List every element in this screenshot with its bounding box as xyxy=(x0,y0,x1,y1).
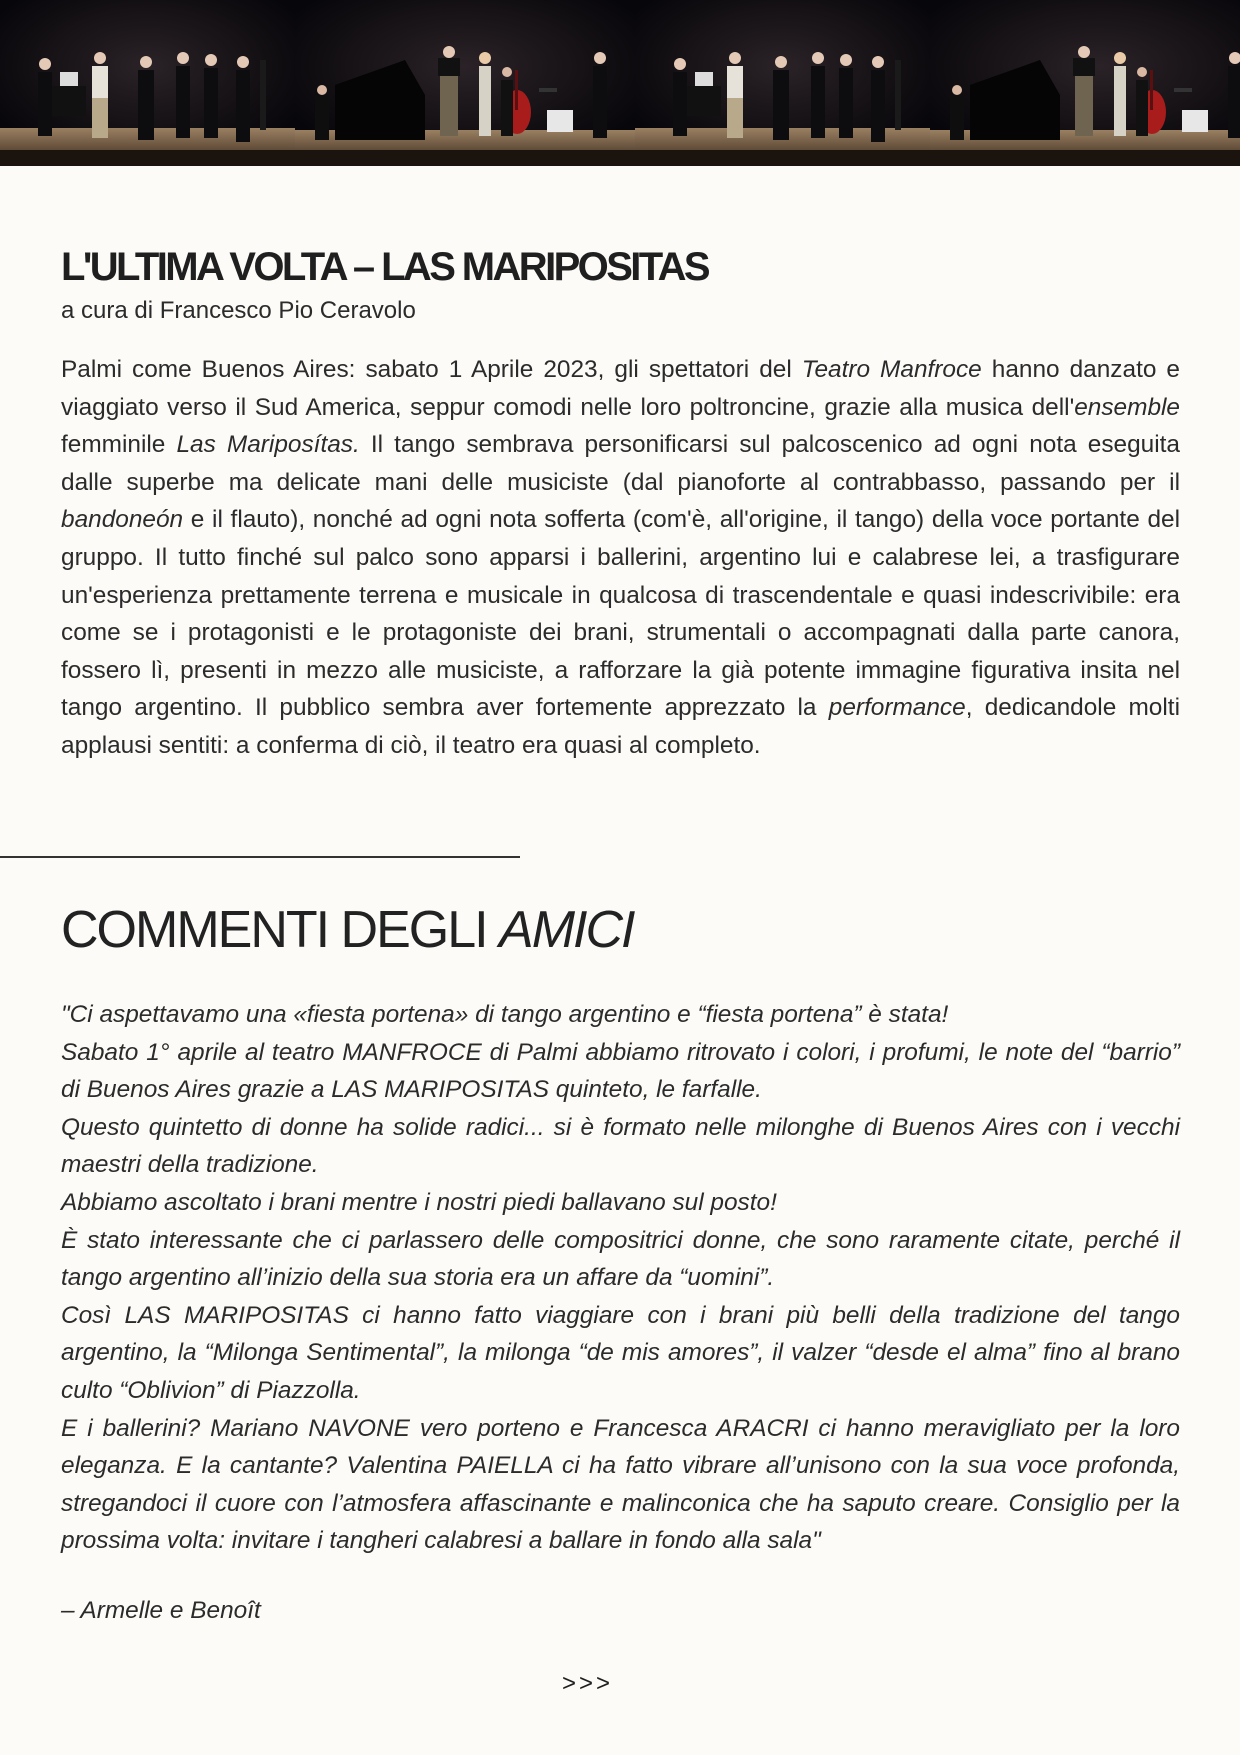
paragraph-text: e il flauto), nonché ad ogni nota sofferta (com'è, all'origine, il tango) della voce portante del gruppo. Il tutto finché sul palco sono apparsi i ballerini, argentino lui e calabrese lei, a trasfigurare un'esperienza prettamente terrena e musicale in qualcosa di trascendentale e quasi indescrivibile: era come se i protagonisti e le protagoniste dei brani, strumentali o accompagnati dalla parte canora, fossero lì, presenti in mezzo alle musiciste, a rafforzare la già potente immagine figurativa insita nel tango argentino. Il pubblico sembra aver fortemente apprezzato la xyxy=(61,506,1180,722)
quote-line: Questo quintetto di donne ha solide radici... si è formato nelle milonghe di Buenos Aires con i vecchi maestri della tradizione. xyxy=(61,1113,1180,1179)
section-divider xyxy=(0,856,520,858)
paragraph-text: femminile xyxy=(61,431,177,459)
quote-line: "Ci aspettavamo una «fiesta portena» di tango argentino e “fiesta portena” è stata! xyxy=(61,1001,949,1028)
continue-marker[interactable]: >>> xyxy=(561,1670,614,1697)
paragraph-text: hanno danzato e viaggiato verso il Sud America, seppur comodi nelle loro poltroncine, grazie alla musica dell' xyxy=(61,356,1180,421)
paragraph-text: Palmi come Buenos Aires: sabato 1 Aprile 2023, gli spettatori del xyxy=(61,356,802,383)
paragraph-text: Il tango sembrava personificarsi sul palcoscenico ad ogni nota eseguita dalle superbe ma delicate mani delle musiciste (dal pianoforte al contrabbasso, passando per il xyxy=(61,431,1180,496)
pianist-and-cellist-photo xyxy=(930,0,1240,166)
pianist-and-cellist-photo xyxy=(295,0,635,166)
paragraph-italic-text: bandoneón xyxy=(61,506,184,534)
comment-quote xyxy=(61,996,1180,1560)
paragraph-italic-text: Teatro Manfroce xyxy=(801,356,982,383)
comments-heading-plain: COMMENTI DEGLI xyxy=(61,901,500,959)
banner-image xyxy=(0,0,1240,166)
comments-heading-italic: AMICI xyxy=(499,901,634,959)
quote-line: Sabato 1° aprile al teatro MANFROCE di Palmi abbiamo ritrovato i colori, i profumi, le note del “barrio” di Buenos Aires grazie a LAS MARIPOSITAS quinteto, le farfalle. xyxy=(61,1038,1180,1104)
quote-line: È stato interessante che ci parlassero delle compositrici donne, che sono raramente citate, perché il tango argentino all’inizio della sua storia era un affare da “uomini”. xyxy=(61,1226,1180,1292)
article-paragraph xyxy=(61,351,1180,765)
ensemble-on-stage-photo xyxy=(0,0,295,166)
ensemble-on-stage-photo xyxy=(635,0,930,166)
paragraph-italic-text: Las Mariposítas. xyxy=(176,431,360,459)
article-byline: a cura di Francesco Pio Ceravolo xyxy=(61,297,416,324)
quote-line: E i ballerini? Mariano NAVONE vero porteno e Francesca ARACRI ci hanno meravigliato per la loro eleganza. E la cantante? Valentina PAIELLA ci ha fatto vibrare all’unisono con la sua voce profonda, stregandoci il cuore con l’atmosfera affascinante e malinconica che ha saputo creare. Consiglio per la prossima volta: invitare i tangheri calabresi a ballare in fondo alla sala" xyxy=(61,1414,1180,1555)
quote-line: Abbiamo ascoltato i brani mentre i nostri piedi ballavano sul posto! xyxy=(61,1188,777,1216)
banner-photo-strip xyxy=(0,0,1240,166)
paragraph-italic-text: performance xyxy=(828,694,966,722)
article-title: L'ULTIMA VOLTA – LAS MARIPOSITAS xyxy=(61,245,709,289)
comments-heading xyxy=(61,898,633,962)
quote-line: Così LAS MARIPOSITAS ci hanno fatto viaggiare con i brani più belli della tradizione del tango argentino, la “Milonga Sentimental”, la milonga “de mis amores”, il valzer “desde el alma” fino al brano culto “Oblivion” di Piazzolla. xyxy=(61,1301,1180,1404)
comment-author: – Armelle e Benoît xyxy=(61,1597,261,1624)
paragraph-italic-text: ensemble xyxy=(1074,393,1180,421)
paragraph-text: , dedicandole molti applausi sentiti: a conferma di ciò, il teatro era quasi al completo. xyxy=(61,694,1180,759)
